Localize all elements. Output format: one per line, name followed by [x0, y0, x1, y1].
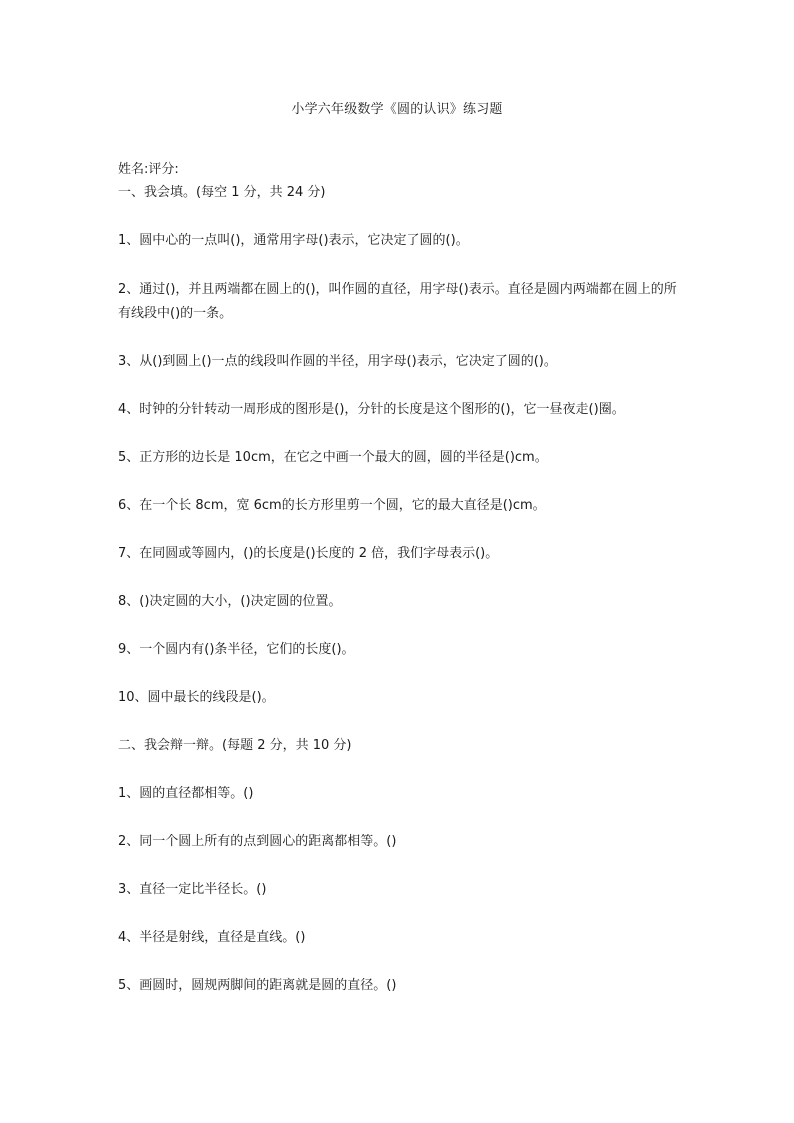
- fill-question-4: 4、时钟的分针转动一周形成的图形是()，分针的长度是这个图形的()，它一昼夜走()圈。: [118, 402, 625, 417]
- name-score-line: 姓名:评分:: [118, 162, 179, 177]
- judge-question-3: 3、直径一定比半径长。(): [118, 882, 267, 897]
- section1-heading: 一、我会填。(每空 1 分，共 24 分): [118, 185, 326, 200]
- fill-question-3: 3、从()到圆上()一点的线段叫作圆的半径，用字母()表示，它决定了圆的()。: [118, 354, 557, 369]
- fill-question-6: 6、在一个长 8cm，宽 6cm的长方形里剪一个圆，它的最大直径是()cm。: [118, 498, 546, 513]
- fill-question-5: 5、正方形的边长是 10cm，在它之中画一个最大的圆，圆的半径是()cm。: [118, 450, 548, 465]
- fill-question-9: 9、一个圆内有()条半径，它们的长度()。: [118, 642, 355, 657]
- fill-question-2: 2、通过()，并且两端都在圆上的()，叫作圆的直径，用字母()表示。直径是圆内两端都在圆上的所有线段中()的一条。: [118, 282, 677, 321]
- fill-question-7: 7、在同圆或等圆内，()的长度是()长度的 2 倍，我们字母表示()。: [118, 546, 499, 561]
- judge-question-5: 5、画圆时，圆规两脚间的距离就是圆的直径。(): [118, 978, 397, 993]
- judge-question-1: 1、圆的直径都相等。(): [118, 786, 254, 801]
- fill-question-10: 10、圆中最长的线段是()。: [118, 690, 275, 705]
- fill-question-1: 1、圆中心的一点叫()，通常用字母()表示，它决定了圆的()。: [118, 233, 469, 248]
- judge-question-2: 2、同一个圆上所有的点到圆心的距离都相等。(): [118, 834, 397, 849]
- section2-heading: 二、我会辩一辩。(每题 2 分，共 10 分): [118, 738, 352, 753]
- fill-question-8: 8、()决定圆的大小，()决定圆的位置。: [118, 594, 342, 609]
- document-title: 小学六年级数学《圆的认识》练习题: [291, 102, 503, 117]
- judge-question-4: 4、半径是射线，直径是直线。(): [118, 930, 306, 945]
